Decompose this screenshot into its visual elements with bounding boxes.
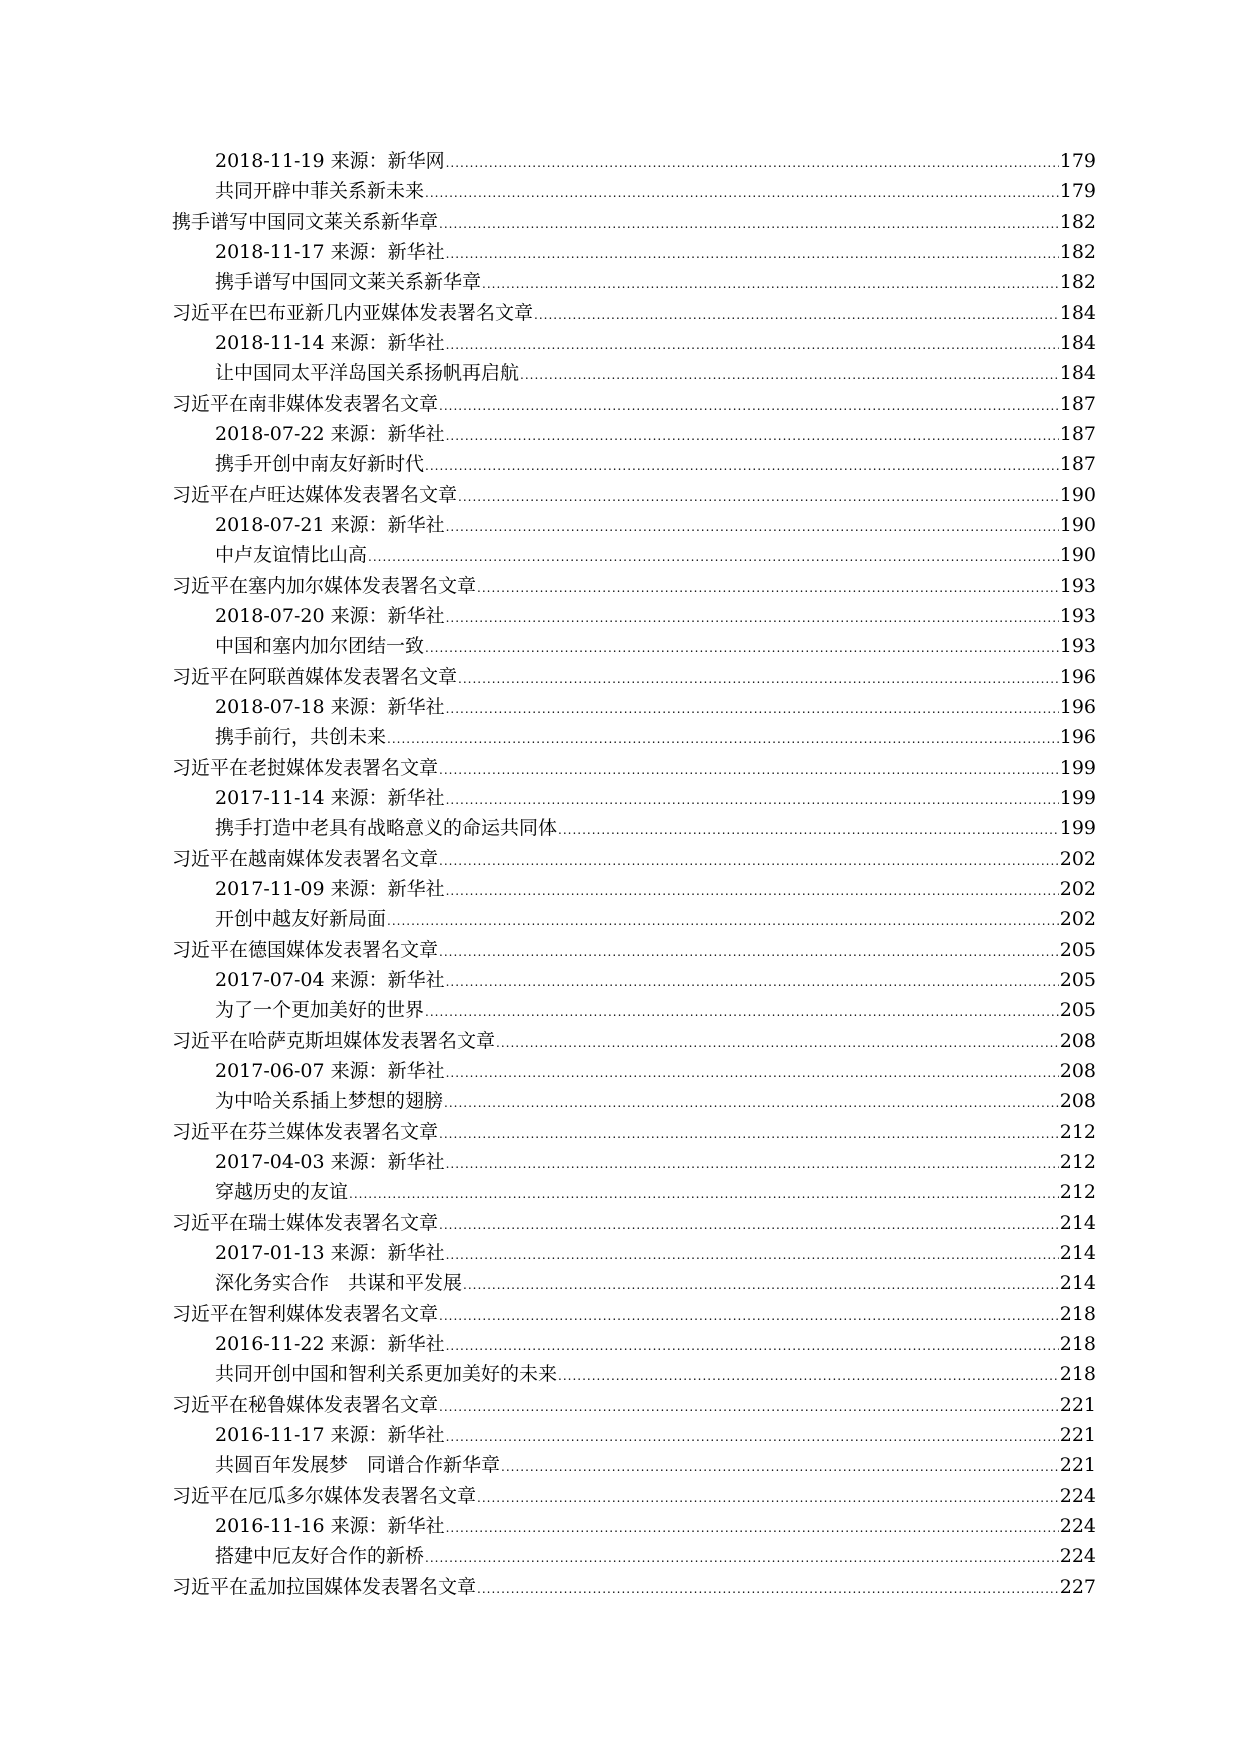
toc-page-number: 196 bbox=[1059, 726, 1096, 748]
toc-page-number: 214 bbox=[1059, 1242, 1096, 1264]
toc-page-number: 184 bbox=[1059, 302, 1096, 324]
toc-page-number: 212 bbox=[1059, 1151, 1096, 1173]
toc-entry-subentry[interactable] bbox=[172, 874, 1096, 904]
toc-page-number: 190 bbox=[1059, 484, 1096, 506]
toc-entry-title: 携手谱写中国同文莱关系新华章 bbox=[172, 211, 439, 233]
toc-entry-subentry[interactable] bbox=[172, 176, 1096, 206]
toc-page-number: 214 bbox=[1059, 1272, 1096, 1294]
toc-entry-title: 中国和塞内加尔团结一致 bbox=[215, 635, 425, 657]
toc-dot-leader bbox=[477, 1483, 1059, 1513]
toc-page-number: 224 bbox=[1059, 1485, 1096, 1507]
toc-entry-title: 习近平在智利媒体发表署名文章 bbox=[172, 1303, 439, 1325]
toc-page-number: 208 bbox=[1059, 1090, 1096, 1112]
toc-dot-leader bbox=[387, 724, 1059, 754]
toc-dot-leader bbox=[458, 664, 1059, 694]
toc-page-number: 184 bbox=[1059, 332, 1096, 354]
toc-entry-subentry[interactable] bbox=[172, 1268, 1096, 1298]
toc-dot-leader bbox=[444, 1088, 1059, 1118]
toc-entry-subentry[interactable] bbox=[172, 1359, 1096, 1389]
toc-entry-title: 2017-07-04 来源：新华社 bbox=[215, 969, 445, 991]
toc-page-number: 224 bbox=[1059, 1545, 1096, 1567]
toc-entry-subentry[interactable] bbox=[172, 358, 1096, 388]
toc-page-number: 187 bbox=[1059, 393, 1096, 415]
toc-entry-title: 习近平在秘鲁媒体发表署名文章 bbox=[172, 1394, 439, 1416]
toc-entry-title: 2016-11-17 来源：新华社 bbox=[215, 1424, 445, 1446]
toc-page-number: 212 bbox=[1059, 1121, 1096, 1143]
toc-page-number: 205 bbox=[1059, 969, 1096, 991]
toc-entry-article[interactable] bbox=[172, 844, 1096, 874]
toc-dot-leader bbox=[446, 1058, 1059, 1088]
toc-page-number: 182 bbox=[1059, 241, 1096, 263]
toc-page-number: 227 bbox=[1059, 1576, 1096, 1598]
toc-entry-subentry[interactable] bbox=[172, 1450, 1096, 1480]
toc-entry-subentry[interactable] bbox=[172, 1329, 1096, 1359]
toc-entry-article[interactable] bbox=[172, 1572, 1096, 1602]
toc-entry-title: 中卢友谊情比山高 bbox=[215, 544, 368, 566]
toc-entry-title: 开创中越友好新局面 bbox=[215, 908, 387, 930]
toc-dot-leader bbox=[558, 1361, 1059, 1391]
toc-entry-subentry[interactable] bbox=[172, 1420, 1096, 1450]
toc-dot-leader bbox=[425, 178, 1059, 208]
toc-entry-title: 2017-11-09 来源：新华社 bbox=[215, 878, 445, 900]
toc-dot-leader bbox=[446, 330, 1059, 360]
toc-dot-leader bbox=[477, 573, 1059, 603]
toc-dot-leader bbox=[439, 755, 1059, 785]
toc-dot-leader bbox=[446, 694, 1059, 724]
toc-entry-article[interactable] bbox=[172, 662, 1096, 692]
toc-entry-title: 2018-07-20 来源：新华社 bbox=[215, 605, 445, 627]
toc-dot-leader bbox=[446, 603, 1059, 633]
toc-dot-leader bbox=[446, 1331, 1059, 1361]
toc-entry-subentry[interactable] bbox=[172, 328, 1096, 358]
toc-page-number: 190 bbox=[1059, 514, 1096, 536]
toc-entry-title: 习近平在厄瓜多尔媒体发表署名文章 bbox=[172, 1485, 477, 1507]
toc-entry-subentry[interactable] bbox=[172, 601, 1096, 631]
toc-dot-leader bbox=[439, 209, 1059, 239]
toc-dot-leader bbox=[439, 391, 1059, 421]
toc-page-number: 193 bbox=[1059, 575, 1096, 597]
toc-page-number: 202 bbox=[1059, 908, 1096, 930]
toc-entry-subentry[interactable] bbox=[172, 419, 1096, 449]
toc-entry-title: 习近平在哈萨克斯坦媒体发表署名文章 bbox=[172, 1030, 496, 1052]
toc-page-number: 199 bbox=[1059, 817, 1096, 839]
toc-entry-subentry[interactable] bbox=[172, 904, 1096, 934]
toc-entry-subentry[interactable] bbox=[172, 995, 1096, 1025]
toc-entry-title: 携手开创中南友好新时代 bbox=[215, 453, 425, 475]
toc-dot-leader bbox=[482, 269, 1059, 299]
toc-entry-title: 习近平在塞内加尔媒体发表署名文章 bbox=[172, 575, 477, 597]
toc-page-number: 205 bbox=[1059, 999, 1096, 1021]
toc-entry-article[interactable] bbox=[172, 571, 1096, 601]
toc-entry-title: 为中哈关系插上梦想的翅膀 bbox=[215, 1090, 444, 1112]
toc-dot-leader bbox=[439, 937, 1059, 967]
toc-entry-title: 习近平在德国媒体发表署名文章 bbox=[172, 939, 439, 961]
toc-page-number: 182 bbox=[1059, 211, 1096, 233]
toc-dot-leader bbox=[534, 300, 1059, 330]
toc-entry-title: 2018-07-21 来源：新华社 bbox=[215, 514, 445, 536]
toc-page-number: 196 bbox=[1059, 696, 1096, 718]
toc-entry-title: 习近平在老挝媒体发表署名文章 bbox=[172, 757, 439, 779]
toc-entry-subentry[interactable] bbox=[172, 146, 1096, 176]
toc-entry-article[interactable] bbox=[172, 935, 1096, 965]
toc-entry-title: 2018-11-17 来源：新华社 bbox=[215, 241, 445, 263]
toc-entry-article[interactable] bbox=[172, 1481, 1096, 1511]
toc-dot-leader bbox=[425, 633, 1059, 663]
toc-page-number: 199 bbox=[1059, 757, 1096, 779]
toc-entry-title: 搭建中厄友好合作的新桥 bbox=[215, 1545, 425, 1567]
toc-entry-title: 2017-06-07 来源：新华社 bbox=[215, 1060, 445, 1082]
toc-entry-article[interactable] bbox=[172, 480, 1096, 510]
toc-entry-subentry[interactable] bbox=[172, 1147, 1096, 1177]
toc-dot-leader bbox=[446, 1240, 1059, 1270]
toc-entry-title: 2018-11-19 来源：新华网 bbox=[215, 150, 445, 172]
toc-page-number: 182 bbox=[1059, 271, 1096, 293]
toc-entry-title: 习近平在巴布亚新几内亚媒体发表署名文章 bbox=[172, 302, 534, 324]
toc-page-number: 187 bbox=[1059, 453, 1096, 475]
toc-entry-subentry[interactable] bbox=[172, 1511, 1096, 1541]
toc-entry-title: 2018-07-18 来源：新华社 bbox=[215, 696, 445, 718]
toc-dot-leader bbox=[425, 1543, 1059, 1573]
toc-page-number: 221 bbox=[1059, 1454, 1096, 1476]
toc-dot-leader bbox=[368, 542, 1059, 572]
toc-page-number: 193 bbox=[1059, 605, 1096, 627]
toc-entry-title: 2017-11-14 来源：新华社 bbox=[215, 787, 445, 809]
toc-entry-article[interactable] bbox=[172, 207, 1096, 237]
toc-entry-title: 2017-01-13 来源：新华社 bbox=[215, 1242, 445, 1264]
toc-dot-leader bbox=[446, 967, 1059, 997]
toc-dot-leader bbox=[463, 1270, 1059, 1300]
toc-page-number: 190 bbox=[1059, 544, 1096, 566]
toc-dot-leader bbox=[501, 1452, 1059, 1482]
toc-entry-title: 2018-07-22 来源：新华社 bbox=[215, 423, 445, 445]
toc-entry-subentry[interactable] bbox=[172, 449, 1096, 479]
toc-entry-title: 携手打造中老具有战略意义的命运共同体 bbox=[215, 817, 558, 839]
toc-entry-article[interactable] bbox=[172, 753, 1096, 783]
toc-entry-article[interactable] bbox=[172, 1299, 1096, 1329]
table-of-contents bbox=[172, 146, 1096, 1602]
toc-entry-article[interactable] bbox=[172, 389, 1096, 419]
toc-page-number: 218 bbox=[1059, 1363, 1096, 1385]
toc-dot-leader bbox=[387, 906, 1059, 936]
toc-dot-leader bbox=[477, 1574, 1059, 1604]
toc-entry-subentry[interactable] bbox=[172, 1177, 1096, 1207]
toc-entry-subentry[interactable] bbox=[172, 267, 1096, 297]
toc-entry-title: 为了一个更加美好的世界 bbox=[215, 999, 425, 1021]
toc-entry-title: 穿越历史的友谊 bbox=[215, 1181, 349, 1203]
toc-entry-subentry[interactable] bbox=[172, 237, 1096, 267]
toc-dot-leader bbox=[439, 846, 1059, 876]
toc-entry-subentry[interactable] bbox=[172, 783, 1096, 813]
toc-page-number: 208 bbox=[1059, 1030, 1096, 1052]
toc-entry-title: 共同开辟中菲关系新未来 bbox=[215, 180, 425, 202]
toc-page-number: 224 bbox=[1059, 1515, 1096, 1537]
toc-entry-title: 习近平在芬兰媒体发表署名文章 bbox=[172, 1121, 439, 1143]
toc-entry-subentry[interactable] bbox=[172, 631, 1096, 661]
toc-dot-leader bbox=[496, 1028, 1059, 1058]
toc-page-number: 196 bbox=[1059, 666, 1096, 688]
toc-dot-leader bbox=[439, 1119, 1059, 1149]
toc-entry-title: 2016-11-16 来源：新华社 bbox=[215, 1515, 445, 1537]
toc-entry-article[interactable] bbox=[172, 1026, 1096, 1056]
toc-dot-leader bbox=[439, 1210, 1059, 1240]
toc-page-number: 193 bbox=[1059, 635, 1096, 657]
toc-entry-title: 习近平在孟加拉国媒体发表署名文章 bbox=[172, 1576, 477, 1598]
toc-page-number: 184 bbox=[1059, 362, 1096, 384]
toc-entry-title: 让中国同太平洋岛国关系扬帆再启航 bbox=[215, 362, 520, 384]
toc-dot-leader bbox=[458, 482, 1059, 512]
toc-page-number: 179 bbox=[1059, 150, 1096, 172]
toc-entry-title: 习近平在阿联酋媒体发表署名文章 bbox=[172, 666, 458, 688]
toc-page-number: 212 bbox=[1059, 1181, 1096, 1203]
toc-page-number: 218 bbox=[1059, 1333, 1096, 1355]
toc-entry-subentry[interactable] bbox=[172, 813, 1096, 843]
toc-entry-subentry[interactable] bbox=[172, 965, 1096, 995]
toc-dot-leader bbox=[446, 1149, 1059, 1179]
toc-entry-title: 携手谱写中国同文莱关系新华章 bbox=[215, 271, 482, 293]
toc-entry-subentry[interactable] bbox=[172, 722, 1096, 752]
toc-entry-subentry[interactable] bbox=[172, 692, 1096, 722]
toc-entry-title: 深化务实合作 共谋和平发展 bbox=[215, 1272, 463, 1294]
toc-entry-article[interactable] bbox=[172, 1117, 1096, 1147]
toc-entry-title: 习近平在南非媒体发表署名文章 bbox=[172, 393, 439, 415]
toc-dot-leader bbox=[446, 512, 1059, 542]
toc-entry-article[interactable] bbox=[172, 1208, 1096, 1238]
toc-page-number: 187 bbox=[1059, 423, 1096, 445]
toc-dot-leader bbox=[446, 1422, 1059, 1452]
toc-page-number: 214 bbox=[1059, 1212, 1096, 1234]
toc-page-number: 202 bbox=[1059, 878, 1096, 900]
toc-dot-leader bbox=[349, 1179, 1059, 1209]
toc-entry-article[interactable] bbox=[172, 1390, 1096, 1420]
toc-page-number: 218 bbox=[1059, 1303, 1096, 1325]
toc-dot-leader bbox=[446, 148, 1059, 178]
toc-page-number: 199 bbox=[1059, 787, 1096, 809]
toc-dot-leader bbox=[439, 1301, 1059, 1331]
toc-dot-leader bbox=[446, 785, 1059, 815]
toc-entry-title: 携手前行，共创未来 bbox=[215, 726, 387, 748]
toc-entry-title: 习近平在瑞士媒体发表署名文章 bbox=[172, 1212, 439, 1234]
toc-dot-leader bbox=[446, 1513, 1059, 1543]
toc-entry-subentry[interactable] bbox=[172, 510, 1096, 540]
toc-dot-leader bbox=[439, 1392, 1059, 1422]
toc-page-number: 202 bbox=[1059, 848, 1096, 870]
toc-dot-leader bbox=[520, 360, 1059, 390]
toc-dot-leader bbox=[446, 876, 1059, 906]
toc-entry-article[interactable] bbox=[172, 298, 1096, 328]
toc-page-number: 221 bbox=[1059, 1394, 1096, 1416]
toc-entry-subentry[interactable] bbox=[172, 1238, 1096, 1268]
toc-dot-leader bbox=[425, 451, 1059, 481]
toc-dot-leader bbox=[425, 997, 1059, 1027]
toc-entry-title: 习近平在卢旺达媒体发表署名文章 bbox=[172, 484, 458, 506]
toc-dot-leader bbox=[446, 421, 1059, 451]
toc-entry-title: 2018-11-14 来源：新华社 bbox=[215, 332, 445, 354]
toc-entry-subentry[interactable] bbox=[172, 540, 1096, 570]
toc-dot-leader bbox=[558, 815, 1059, 845]
toc-entry-title: 2016-11-22 来源：新华社 bbox=[215, 1333, 445, 1355]
toc-page-number: 205 bbox=[1059, 939, 1096, 961]
toc-entry-subentry[interactable] bbox=[172, 1086, 1096, 1116]
toc-entry-title: 习近平在越南媒体发表署名文章 bbox=[172, 848, 439, 870]
toc-entry-title: 共同开创中国和智利关系更加美好的未来 bbox=[215, 1363, 558, 1385]
toc-entry-subentry[interactable] bbox=[172, 1056, 1096, 1086]
toc-dot-leader bbox=[446, 239, 1059, 269]
toc-entry-title: 共圆百年发展梦 同谱合作新华章 bbox=[215, 1454, 501, 1476]
toc-page-number: 179 bbox=[1059, 180, 1096, 202]
toc-page-number: 208 bbox=[1059, 1060, 1096, 1082]
toc-page-number: 221 bbox=[1059, 1424, 1096, 1446]
toc-entry-title: 2017-04-03 来源：新华社 bbox=[215, 1151, 445, 1173]
toc-entry-subentry[interactable] bbox=[172, 1541, 1096, 1571]
